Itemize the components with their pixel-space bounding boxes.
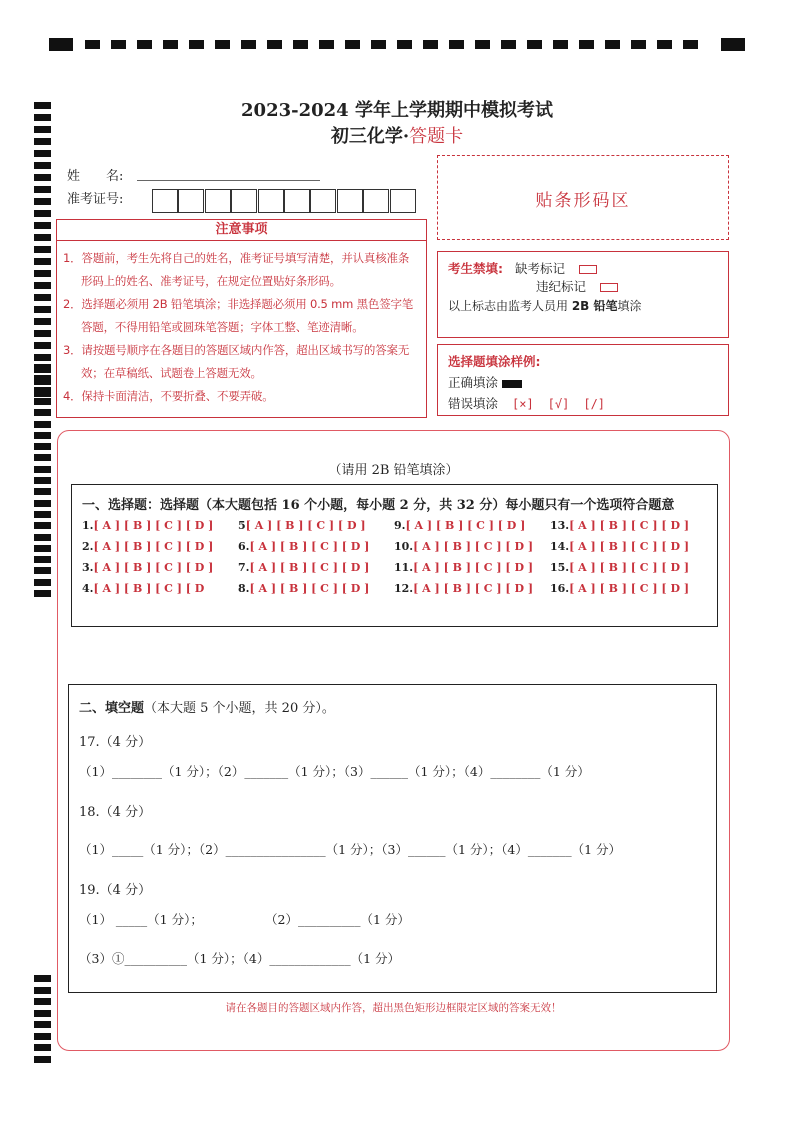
timing-mark: [34, 1033, 51, 1040]
choice-question-number: 2.: [82, 540, 94, 553]
timing-mark: [34, 375, 51, 382]
choice-section-title: 一、选择题：选择题（本大题包括 16 个小题，每小题 2 分，共 32 分）每小题只有一个选项符合题意: [82, 498, 675, 513]
left-timing-marks-upper: [34, 102, 52, 602]
timing-mark: [241, 40, 256, 49]
timing-mark: [34, 150, 51, 157]
timing-mark: [215, 40, 230, 49]
exam-id-cell[interactable]: [152, 189, 178, 213]
choice-question[interactable]: [550, 540, 689, 553]
choice-question[interactable]: [82, 582, 204, 595]
timing-mark: [553, 40, 568, 49]
q17-answer-line[interactable]: （1）________（1 分）；（2）_______（1 分）；（3）______（1 分）；（4）________（1 分）: [79, 764, 590, 779]
timing-mark: [34, 162, 51, 169]
timing-mark: [579, 40, 594, 49]
notice-item: 1．答题前，考生先将自己的姓名，准考证号填写清楚，并认真核准条形码上的姓名、准考证号，在规定位置贴好条形码。: [63, 251, 410, 288]
q19-answer-line-1b[interactable]: （2）__________（1 分）: [265, 912, 410, 927]
timing-mark: [137, 40, 152, 49]
fill-section: [68, 684, 717, 993]
timing-mark: [34, 987, 51, 994]
fill-section-title-rest: （本大题 5 个小题，共 20 分）。: [144, 701, 335, 716]
notice-item: 3．请按题号顺序在各题目的答题区域内作答，超出区域书写的答案无效；在草稿纸、试题卷上答题无效。: [63, 343, 410, 380]
absent-mark-label: 缺考标记: [514, 261, 565, 276]
choice-question-options[interactable]: [ A ] [ B ] [ C ] [ D ]: [569, 519, 690, 532]
choice-question[interactable]: [550, 582, 689, 595]
q18-heading: 18.（4 分）: [79, 805, 152, 820]
timing-mark: [34, 398, 51, 405]
timing-mark: [449, 40, 464, 49]
exam-id-cell[interactable]: [390, 189, 416, 213]
timing-mark: [34, 556, 51, 563]
timing-mark: [34, 306, 51, 313]
choice-question[interactable]: [82, 561, 213, 574]
timing-mark: [657, 40, 672, 49]
choice-question[interactable]: [394, 540, 533, 553]
exam-id-cell[interactable]: [284, 189, 310, 213]
timing-mark: [34, 522, 51, 529]
timing-mark: [34, 270, 51, 277]
timing-mark: [34, 998, 51, 1005]
timing-mark: [527, 40, 542, 49]
timing-mark: [34, 579, 51, 586]
wrong-mark-check: [√]: [547, 397, 570, 411]
timing-mark: [34, 409, 51, 416]
timing-mark: [34, 488, 51, 495]
choice-question-options[interactable]: [ A ] [ B ] [ C ] [ D: [93, 582, 205, 595]
exam-id-cell[interactable]: [258, 189, 284, 213]
timing-mark: [34, 534, 51, 541]
choice-question[interactable]: [550, 519, 689, 532]
name-field[interactable]: [137, 163, 320, 181]
choice-question-options[interactable]: [ A ] [ B ] [ C ] [ D ]: [569, 582, 690, 595]
examiner-only-label: 考生禁填:: [448, 261, 503, 276]
timing-mark: [49, 38, 73, 51]
exam-id-cell[interactable]: [310, 189, 336, 213]
examiner-only-box: [437, 251, 729, 338]
choice-question-number: 9.: [394, 519, 406, 532]
choice-question[interactable]: [550, 561, 689, 574]
choice-question-options[interactable]: [ A ] [ B ] [ C ] [ D ]: [569, 540, 690, 553]
choice-question-options[interactable]: [ A ] [ B ] [ C ] [ D ]: [249, 540, 370, 553]
fill-section-title: [79, 697, 335, 716]
fill-section-title-bold: 二、填空题: [79, 701, 145, 716]
wrong-fill-label: 错误填涂: [448, 396, 499, 411]
left-timing-marks-lower: [34, 975, 52, 1065]
notice-item: 2．选择题必须用 2B 铅笔填涂；非选择题必须用 0.5 mm 黑色签字笔答题，不得用铅笔或圆珠笔答题；字体工整、笔迹清晰。: [63, 297, 414, 334]
violation-mark-label: 违纪标记: [536, 279, 587, 294]
timing-mark: [34, 1010, 51, 1017]
fill-sample-box: [437, 344, 729, 416]
choice-question-number: 4.: [82, 582, 94, 595]
correct-fill-label: 正确填涂: [448, 375, 499, 390]
choice-question[interactable]: [82, 540, 213, 553]
choice-question-options[interactable]: [ A ] [ B ] [ C ] [ D ]: [413, 582, 534, 595]
timing-mark: [34, 500, 51, 507]
timing-mark: [34, 174, 51, 181]
choice-question[interactable]: [238, 582, 369, 595]
exam-id-cell[interactable]: [205, 189, 231, 213]
timing-mark: [34, 330, 51, 337]
notice-item: 4．保持卡面清洁，不要折叠、不要弄破。: [63, 389, 274, 403]
timing-mark: [267, 40, 282, 49]
timing-mark: [34, 421, 51, 428]
top-timing-marks: [49, 38, 745, 52]
notice-body: [56, 241, 427, 418]
footer-warning: 请在各题目的答题区域内作答，超出黑色矩形边框限定区域的答案无效！: [225, 1002, 562, 1014]
timing-mark: [683, 40, 698, 49]
timing-mark: [319, 40, 334, 49]
timing-mark: [34, 342, 51, 349]
timing-mark: [34, 1056, 51, 1063]
timing-mark: [34, 432, 51, 439]
wrong-mark-slash: [/]: [583, 397, 606, 411]
timing-mark: [34, 258, 51, 265]
timing-mark: [345, 40, 360, 49]
timing-mark: [34, 545, 51, 552]
timing-mark: [34, 222, 51, 229]
choice-question[interactable]: [394, 582, 533, 595]
choice-question-number: 16.: [550, 582, 570, 595]
exam-id-cell[interactable]: [178, 189, 204, 213]
choice-question-options[interactable]: [ A ] [ B ] [ C ] [ D ]: [93, 561, 214, 574]
q19-answer-line-2[interactable]: （3）①__________（1 分）；（4）_____________（1 分）: [79, 951, 401, 966]
choice-question[interactable]: [238, 540, 369, 553]
timing-mark: [423, 40, 438, 49]
exam-title: 2023-2024 学年上学期期中模拟考试: [241, 100, 553, 121]
timing-mark: [605, 40, 620, 49]
correct-fill-mark: [502, 380, 522, 388]
choice-question-options[interactable]: [ A ] [ B ] [ C ] [ D ]: [93, 519, 214, 532]
examiner-note-prefix: 以上标志由监考人员用: [448, 299, 572, 313]
choice-question-options[interactable]: [ A ] [ B ] [ C ] [ D ]: [413, 540, 534, 553]
timing-mark: [631, 40, 646, 49]
q17-heading: 17.（4 分）: [79, 735, 152, 750]
timing-mark: [501, 40, 516, 49]
choice-question-options[interactable]: [ A ] [ B ] [ C ] [ D ]: [93, 540, 214, 553]
choice-question-number: 8.: [238, 582, 250, 595]
choice-question[interactable]: [82, 519, 213, 532]
choice-question-number: 14.: [550, 540, 570, 553]
exam-id-cell[interactable]: [337, 189, 363, 213]
choice-section: [71, 484, 718, 627]
exam-id-cell[interactable]: [231, 189, 257, 213]
timing-mark: [34, 477, 51, 484]
choice-question-options[interactable]: [ A ] [ B ] [ C ] [ D ]: [249, 582, 370, 595]
timing-mark: [34, 246, 51, 253]
choice-question[interactable]: [394, 561, 533, 574]
name-label: 姓 名:: [67, 169, 124, 184]
timing-mark: [34, 975, 51, 982]
timing-mark: [34, 511, 51, 518]
timing-mark: [34, 1021, 51, 1028]
card-title-subject: 初三化学·: [330, 126, 410, 147]
timing-mark: [34, 1044, 51, 1051]
timing-mark: [34, 186, 51, 193]
timing-mark: [34, 294, 51, 301]
choice-question-options[interactable]: [ A ] [ B ] [ C ] [ D ]: [413, 561, 534, 574]
fill-sample-title: 选择题填涂样例:: [448, 354, 541, 369]
q19-heading: 19.（4 分）: [79, 883, 152, 898]
timing-mark: [34, 364, 51, 371]
choice-question-options[interactable]: [ A ] [ B ] [ C ] [ D ]: [405, 519, 526, 532]
absent-mark-box[interactable]: [579, 265, 597, 274]
choice-question[interactable]: [238, 519, 366, 532]
choice-question[interactable]: [394, 519, 525, 532]
choice-question-number: 5: [238, 519, 246, 532]
timing-mark: [34, 387, 51, 394]
timing-mark: [34, 454, 51, 461]
exam-id-cells[interactable]: [152, 189, 416, 213]
timing-mark: [293, 40, 308, 49]
choice-question-options[interactable]: [ A ] [ B ] [ C ] [ D ]: [249, 561, 370, 574]
timing-mark: [721, 38, 745, 51]
pencil-note: （请用 2B 铅笔填涂）: [328, 463, 459, 478]
choice-question-number: 1.: [82, 519, 94, 532]
timing-mark: [34, 443, 51, 450]
timing-mark: [34, 234, 51, 241]
timing-mark: [475, 40, 490, 49]
q19-answer-line-1a[interactable]: （1） _____（1 分）；: [79, 912, 203, 927]
card-title: [0, 122, 794, 148]
timing-mark: [34, 354, 51, 361]
timing-mark: [163, 40, 178, 49]
timing-mark: [34, 282, 51, 289]
choice-question-number: 13.: [550, 519, 570, 532]
card-title-card: 答题卡: [409, 126, 464, 147]
timing-mark: [34, 198, 51, 205]
q18-answer-line[interactable]: （1）_____（1 分）；（2）________________（1 分）；（3）______（1 分）；（4）_______（1 分）: [79, 842, 622, 857]
exam-id-cell[interactable]: [363, 189, 389, 213]
barcode-area: [437, 155, 729, 240]
timing-mark: [371, 40, 386, 49]
timing-mark: [34, 210, 51, 217]
timing-mark: [397, 40, 412, 49]
exam-id-label: 准考证号:: [67, 192, 124, 207]
timing-mark: [34, 590, 51, 597]
timing-mark: [111, 40, 126, 49]
notice-heading: 注意事项: [56, 219, 427, 241]
choice-question-options[interactable]: [ A ] [ B ] [ C ] [ D ]: [245, 519, 366, 532]
timing-mark: [34, 318, 51, 325]
choice-question-number: 10.: [394, 540, 414, 553]
choice-question-number: 11.: [394, 561, 414, 574]
choice-question-number: 15.: [550, 561, 570, 574]
timing-mark: [34, 466, 51, 473]
timing-mark: [189, 40, 204, 49]
choice-question-number: 6.: [238, 540, 250, 553]
choice-question-number: 7.: [238, 561, 250, 574]
timing-mark: [34, 567, 51, 574]
examiner-note-suffix: 填涂: [617, 299, 642, 313]
choice-question-options[interactable]: [ A ] [ B ] [ C ] [ D ]: [569, 561, 690, 574]
choice-question-number: 3.: [82, 561, 94, 574]
timing-mark: [85, 40, 100, 49]
wrong-mark-cross: [×]: [512, 397, 534, 411]
barcode-label: 贴条形码区: [535, 191, 631, 211]
violation-mark-box[interactable]: [600, 283, 618, 292]
choice-question[interactable]: [238, 561, 369, 574]
examiner-note-bold: 2B 铅笔: [571, 299, 618, 313]
choice-question-number: 12.: [394, 582, 414, 595]
